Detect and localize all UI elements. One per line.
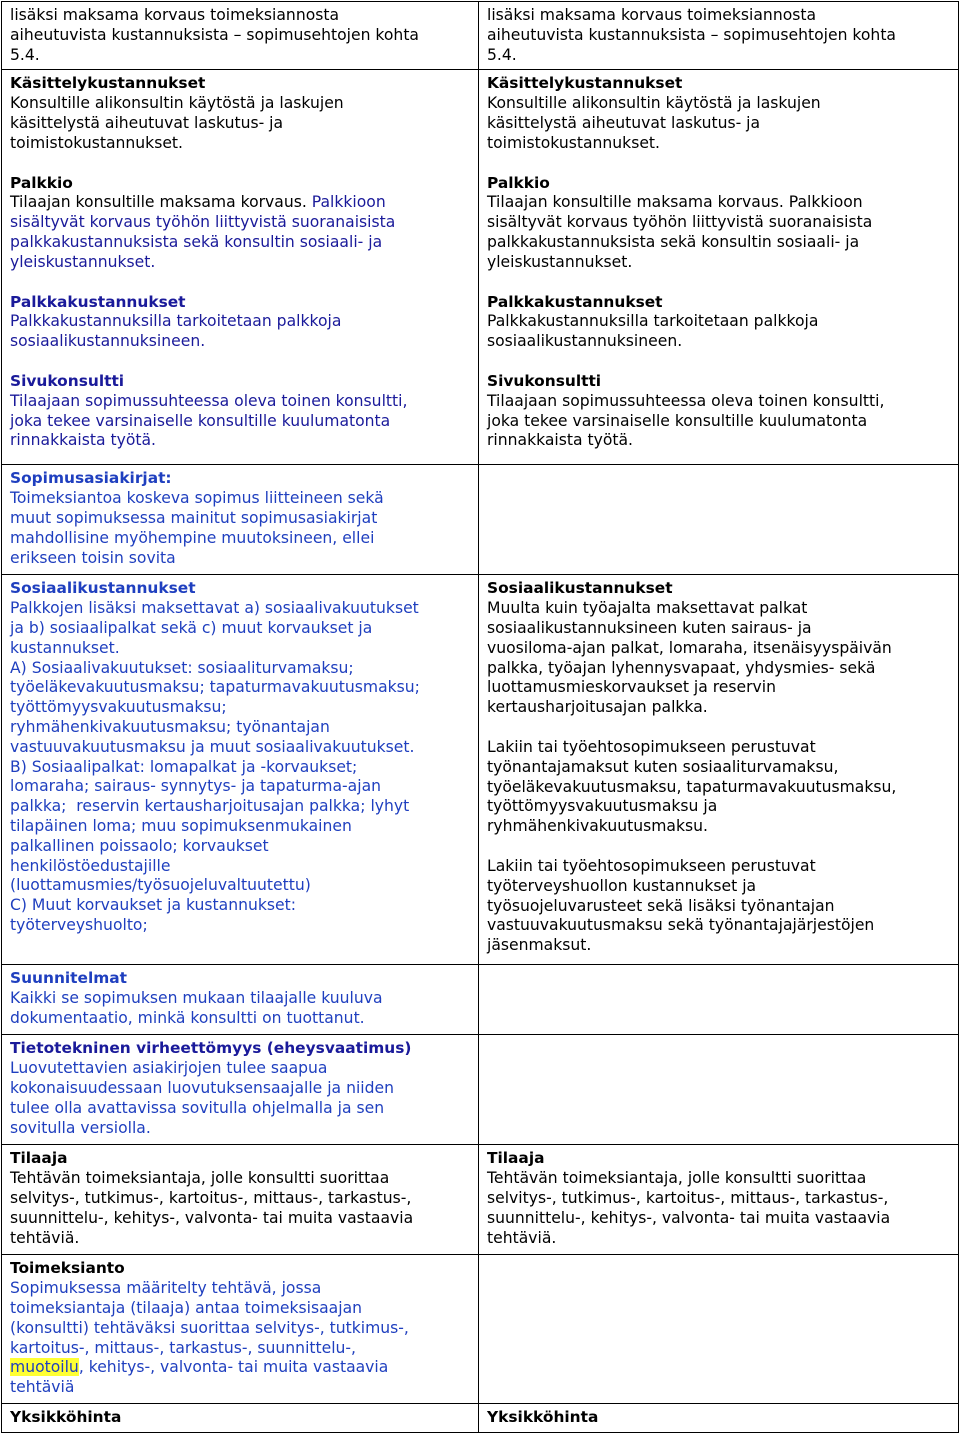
table-row xyxy=(2,1145,959,1255)
table-row xyxy=(2,1035,959,1145)
term-kasittely-right: Käsittelykustannukset Konsultille alikonsultin käytöstä ja laskujen käsittelystä aiheutuvat laskutus- ja toimistokustannukset. xyxy=(487,74,821,152)
comparison-table xyxy=(1,1,959,1433)
left-cell-sopimusasiakirjat: Sopimusasiakirjat: Toimeksiantoa koskeva sopimus liitteineen sekä muut sopimuksessa mainitut sopimusasiakirjat mahdollisine myöhempine muutoksineen, ellei erikseen toisin sovita xyxy=(2,465,479,575)
sosiaali-para-1: Sosiaalikustannukset Muulta kuin työajalta maksettavat palkat sosiaalikustannuksineen kuten sairaus- ja vuosiloma-ajan palkat, lomaraha, itsenäisyyspäivän palkka, työajan lyhennysvapaat, yhdysmies- sekä luottamusmieskorvaukset ja reservin kertausharjoitusajan palkka. xyxy=(487,579,892,717)
right-cell-empty xyxy=(479,1255,959,1404)
table-row xyxy=(2,1404,959,1433)
right-cell-empty xyxy=(479,965,959,1035)
left-cell-sosiaalikustannukset: Sosiaalikustannukset Palkkojen lisäksi maksettavat a) sosiaalivakuutukset ja b) sosiaalipalkat sekä c) muut korvaukset ja kustannukset. A) Sosiaalivakuutukset: sosiaaliturvamaksu; työeläkevakuutusmaksu; tapaturmavakuutusmaksu; työttömyysvakuutusmaksu; ryhmähenkivakuutusmaksu; työnantajan vastuuvakuutusmaksu ja muut sosiaalivakuutukset. B) Sosiaalipalkat: lomapalkat ja -korvaukset; lomaraha; sairaus- synnytys- ja tapaturma-ajan palkka; reservin kertausharjoitusajan palkka; lyhyt tilapäinen loma; muu sopimuksenmukainen palkallinen poissaolo; korvaukset henkilöstöedustajille (luottamusmies/työsuojeluvaltuutettu) C) Muut korvaukset ja kustannukset: työterveyshuolto; xyxy=(2,575,479,965)
term-sivukonsultti-right: Sivukonsultti Tilaajaan sopimussuhteessa oleva toinen konsultti, joka tekee varsinaiselle konsultille kuulumatonta rinnakkaista työtä. xyxy=(487,371,885,450)
table-row xyxy=(2,575,959,965)
term-palkkakustannukset: Palkkakustannukset Palkkakustannuksilla tarkoitetaan palkkoja sosiaalikustannuksineen. xyxy=(10,292,342,351)
right-cell-tilaaja: Tilaaja Tehtävän toimeksiantaja, jolle konsultti suorittaa selvitys-, tutkimus-, kartoitus-, mittaus-, tarkastus-, suunnittelu-, kehitys-, valvonta- tai muita vastaavia tehtäviä. xyxy=(479,1145,959,1255)
right-cell-yksikkohinta: Yksikköhinta xyxy=(479,1404,959,1433)
table-row xyxy=(2,965,959,1035)
right-cell-empty xyxy=(479,1035,959,1145)
left-cell-definitions xyxy=(2,70,479,465)
term-palkkakustannukset-right: Palkkakustannukset Palkkakustannuksilla tarkoitetaan palkkoja sosiaalikustannuksineen. xyxy=(487,292,819,351)
right-cell-empty xyxy=(479,465,959,575)
sosiaali-para-2: Lakiin tai työehtosopimukseen perustuvat työnantajamaksut kuten sosiaaliturvamaksu, työeläkevakuutusmaksu, tapaturmavakuutusmaksu, työttömyysvakuutusmaksu ja ryhmähenkivakuutusmaksu. xyxy=(487,737,897,836)
left-cell-tietotekninen: Tietotekninen virheettömyys (eheysvaatimus) Luovutettavien asiakirjojen tulee saapua kokonaisuudessaan luovutuksensaajalle ja niiden tulee olla avattavissa sovitulla ohjelmalla ja sen sovitulla versiolla. xyxy=(2,1035,479,1145)
table-row xyxy=(2,1255,959,1404)
term-kasittely: Käsittelykustannukset Konsultille alikonsultin käytöstä ja laskujen käsittelystä aiheutuvat laskutus- ja toimistokustannukset. xyxy=(10,74,344,152)
left-cell-tilaaja: Tilaaja Tehtävän toimeksiantaja, jolle konsultti suorittaa selvitys-, tutkimus-, kartoitus-, mittaus-, tarkastus-, suunnittelu-, kehitys-, valvonta- tai muita vastaavia tehtäviä. xyxy=(2,1145,479,1255)
sosiaali-para-3: Lakiin tai työehtosopimukseen perustuvat työterveyshuollon kustannukset ja työsuojeluvarusteet sekä lisäksi työnantajan vastuuvakuutusmaksu sekä työnantajajärjestöjen jäsenmaksut. xyxy=(487,856,875,955)
right-cell-sosiaalikustannukset xyxy=(479,575,959,965)
left-cell-yksikkohinta: Yksikköhinta xyxy=(2,1404,479,1433)
table-row xyxy=(2,70,959,465)
table-row xyxy=(2,2,959,70)
left-cell-intro: lisäksi maksama korvaus toimeksiannosta aiheutuvista kustannuksista – sopimusehtojen kohta 5.4. xyxy=(2,2,479,70)
left-cell-toimeksianto: Toimeksianto Sopimuksessa määritelty tehtävä, jossa toimeksiantaja (tilaaja) antaa toimeksisaajan (konsultti) tehtäväksi suorittaa selvitys-, tutkimus-, kartoitus-, mittaus-, tarkastus-, suunnittelu-, muotoilu, kehitys-, valvonta- tai muita vastaavia tehtäviä xyxy=(2,1255,479,1404)
highlighted-word: muotoilu xyxy=(10,1358,79,1377)
term-palkkio: Palkkio Tilaajan konsultille maksama korvaus. Palkkioon sisältyvät korvaus työhön liittyvistä suoranaisista palkkakustannuksista sekä konsultin sosiaali- ja yleiskustannukset. xyxy=(10,173,396,271)
term-sivukonsultti: Sivukonsultti Tilaajaan sopimussuhteessa oleva toinen konsultti, joka tekee varsinaiselle konsultille kuulumatonta rinnakkaista työtä. xyxy=(10,371,408,450)
table-row xyxy=(2,465,959,575)
right-cell-intro: lisäksi maksama korvaus toimeksiannosta aiheutuvista kustannuksista – sopimusehtojen kohta 5.4. xyxy=(479,2,959,70)
term-palkkio-right: Palkkio Tilaajan konsultille maksama korvaus. Palkkioon sisältyvät korvaus työhön liittyvistä suoranaisista palkkakustannuksista sekä konsultin sosiaali- ja yleiskustannukset. xyxy=(487,173,873,271)
right-cell-definitions xyxy=(479,70,959,465)
left-cell-suunnitelmat: Suunnitelmat Kaikki se sopimuksen mukaan tilaajalle kuuluva dokumentaatio, minkä konsultti on tuottanut. xyxy=(2,965,479,1035)
